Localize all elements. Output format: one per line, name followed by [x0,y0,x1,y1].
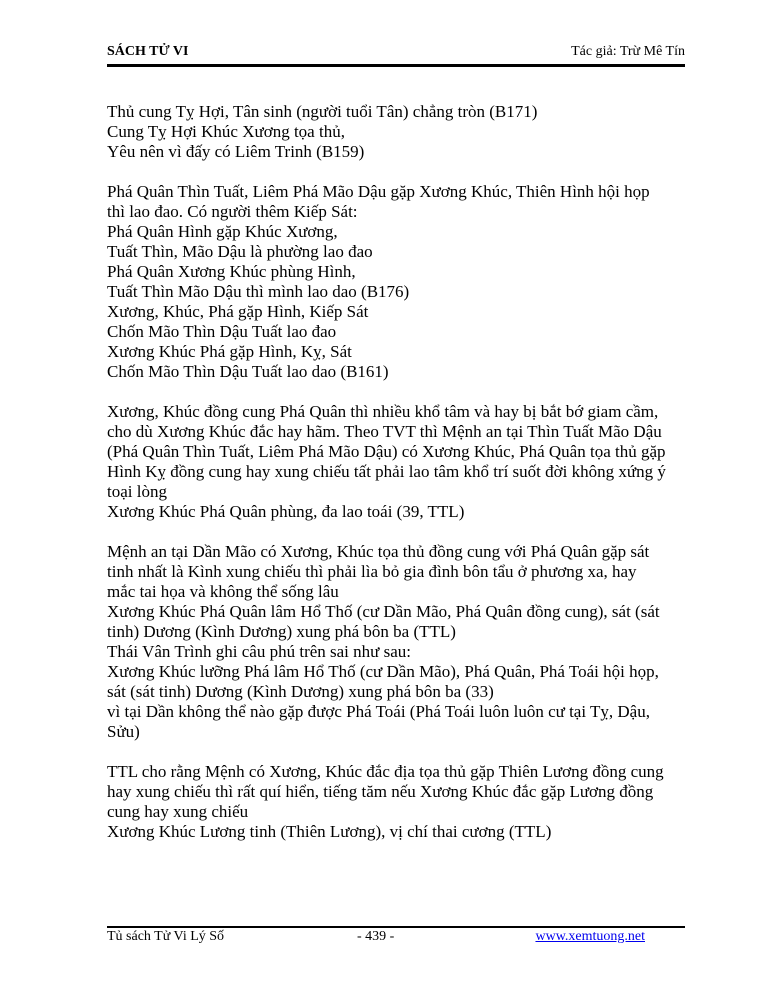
text-line: Chốn Mão Thìn Dậu Tuất lao đao [107,322,337,341]
text-line: Mệnh an tại Dần Mão có Xương, Khúc tọa thủ đồng cung với Phá Quân gặp sát [107,542,650,561]
paragraph-2 [107,182,707,382]
text-line: Thái Vân Trình ghi câu phú trên sai như sau: [107,642,412,661]
text-line: vì tại Dần không thể nào gặp được Phá Toái (Phá Toái luôn luôn cư tại Tỵ, Dậu, [107,702,650,721]
text-line: Xương, Khúc đồng cung Phá Quân thì nhiều khổ tâm và hay bị bắt bớ giam cầm, [107,402,659,421]
text-line: Phá Quân Xương Khúc phùng Hình, [107,262,356,281]
website-link[interactable]: www.xemtuong.net [535,929,645,944]
book-title: SÁCH TỬ VI [107,44,189,59]
text-line: Hình Kỵ đồng cung hay xung chiếu tất phải lao tâm khổ trí suốt đời không xứng ý [107,462,666,481]
text-line: Xương, Khúc, Phá gặp Hình, Kiếp Sát [107,302,369,321]
text-line: Cung Tỵ Hợi Khúc Xương tọa thủ, [107,122,345,141]
text-line: hay xung chiếu thì rất quí hiển, tiếng tăm nếu Xương Khúc đắc gặp Lương đồng [107,782,654,801]
text-line: Xương Khúc Phá Quân phùng, đa lao toái (39, TTL) [107,502,465,521]
text-line: cho dù Xương Khúc đắc hay hãm. Theo TVT thì Mệnh an tại Thìn Tuất Mão Dậu [107,422,662,441]
text-line: tinh) Dương (Kình Dương) xung phá bôn ba (TTL) [107,622,456,641]
series-title: Tủ sách Tử Vi Lý Số [107,929,225,944]
text-line: Xương Khúc Phá gặp Hình, Kỵ, Sát [107,342,352,361]
text-line: Xương Khúc Lương tinh (Thiên Lương), vị chí thai cương (TTL) [107,822,552,841]
header-divider [107,64,685,67]
text-line: (Phá Quân Thìn Tuất, Liêm Phá Mão Dậu) có Xương Khúc, Phá Quân tọa thủ gặp [107,442,666,461]
text-line: Tuất Thìn Mão Dậu thì mình lao dao (B176) [107,282,410,301]
text-line: tinh nhất là Kình xung chiếu thì phải lìa bỏ gia đình bôn tẩu ở phương xa, hay [107,562,637,581]
paragraph-4 [107,542,707,742]
text-line: Xương Khúc Phá Quân lâm Hổ Thố (cư Dần Mão, Phá Quân đồng cung), sát (sát [107,602,660,621]
page-header [107,44,685,66]
text-line: Phá Quân Hình gặp Khúc Xương, [107,222,338,241]
author-credit: Tác giả: Trừ Mê Tín [571,44,685,59]
paragraph-1 [107,102,707,162]
text-line: thì lao đao. Có người thêm Kiếp Sát: [107,202,358,221]
text-line: TTL cho rằng Mệnh có Xương, Khúc đắc địa tọa thủ gặp Thiên Lương đồng cung [107,762,664,781]
text-line: Yêu nên vì đấy có Liêm Trinh (B159) [107,142,365,161]
text-line: mắc tai họa và không thể sống lâu [107,582,339,601]
paragraph-5 [107,762,707,842]
text-line: Sửu) [107,722,140,741]
text-line: Tuất Thìn, Mão Dậu là phường lao đao [107,242,373,261]
text-line: Phá Quân Thìn Tuất, Liêm Phá Mão Dậu gặp Xương Khúc, Thiên Hình hội họp [107,182,650,201]
text-line: Xương Khúc lưỡng Phá lâm Hổ Thố (cư Dần Mão), Phá Quân, Phá Toái hội họp, [107,662,659,681]
footer-divider [107,926,685,928]
page-footer [107,929,685,949]
text-line: toại lòng [107,482,167,501]
text-line: cung hay xung chiếu [107,802,249,821]
text-line: sát (sát tinh) Dương (Kình Dương) xung phá bôn ba (33) [107,682,494,701]
text-line: Thủ cung Tỵ Hợi, Tân sinh (người tuổi Tân) chẳng tròn (B171) [107,102,538,121]
page-number: - 439 - [357,929,395,944]
page-body [107,102,707,862]
text-line: Chốn Mão Thìn Dậu Tuất lao dao (B161) [107,362,389,381]
paragraph-3 [107,402,707,522]
